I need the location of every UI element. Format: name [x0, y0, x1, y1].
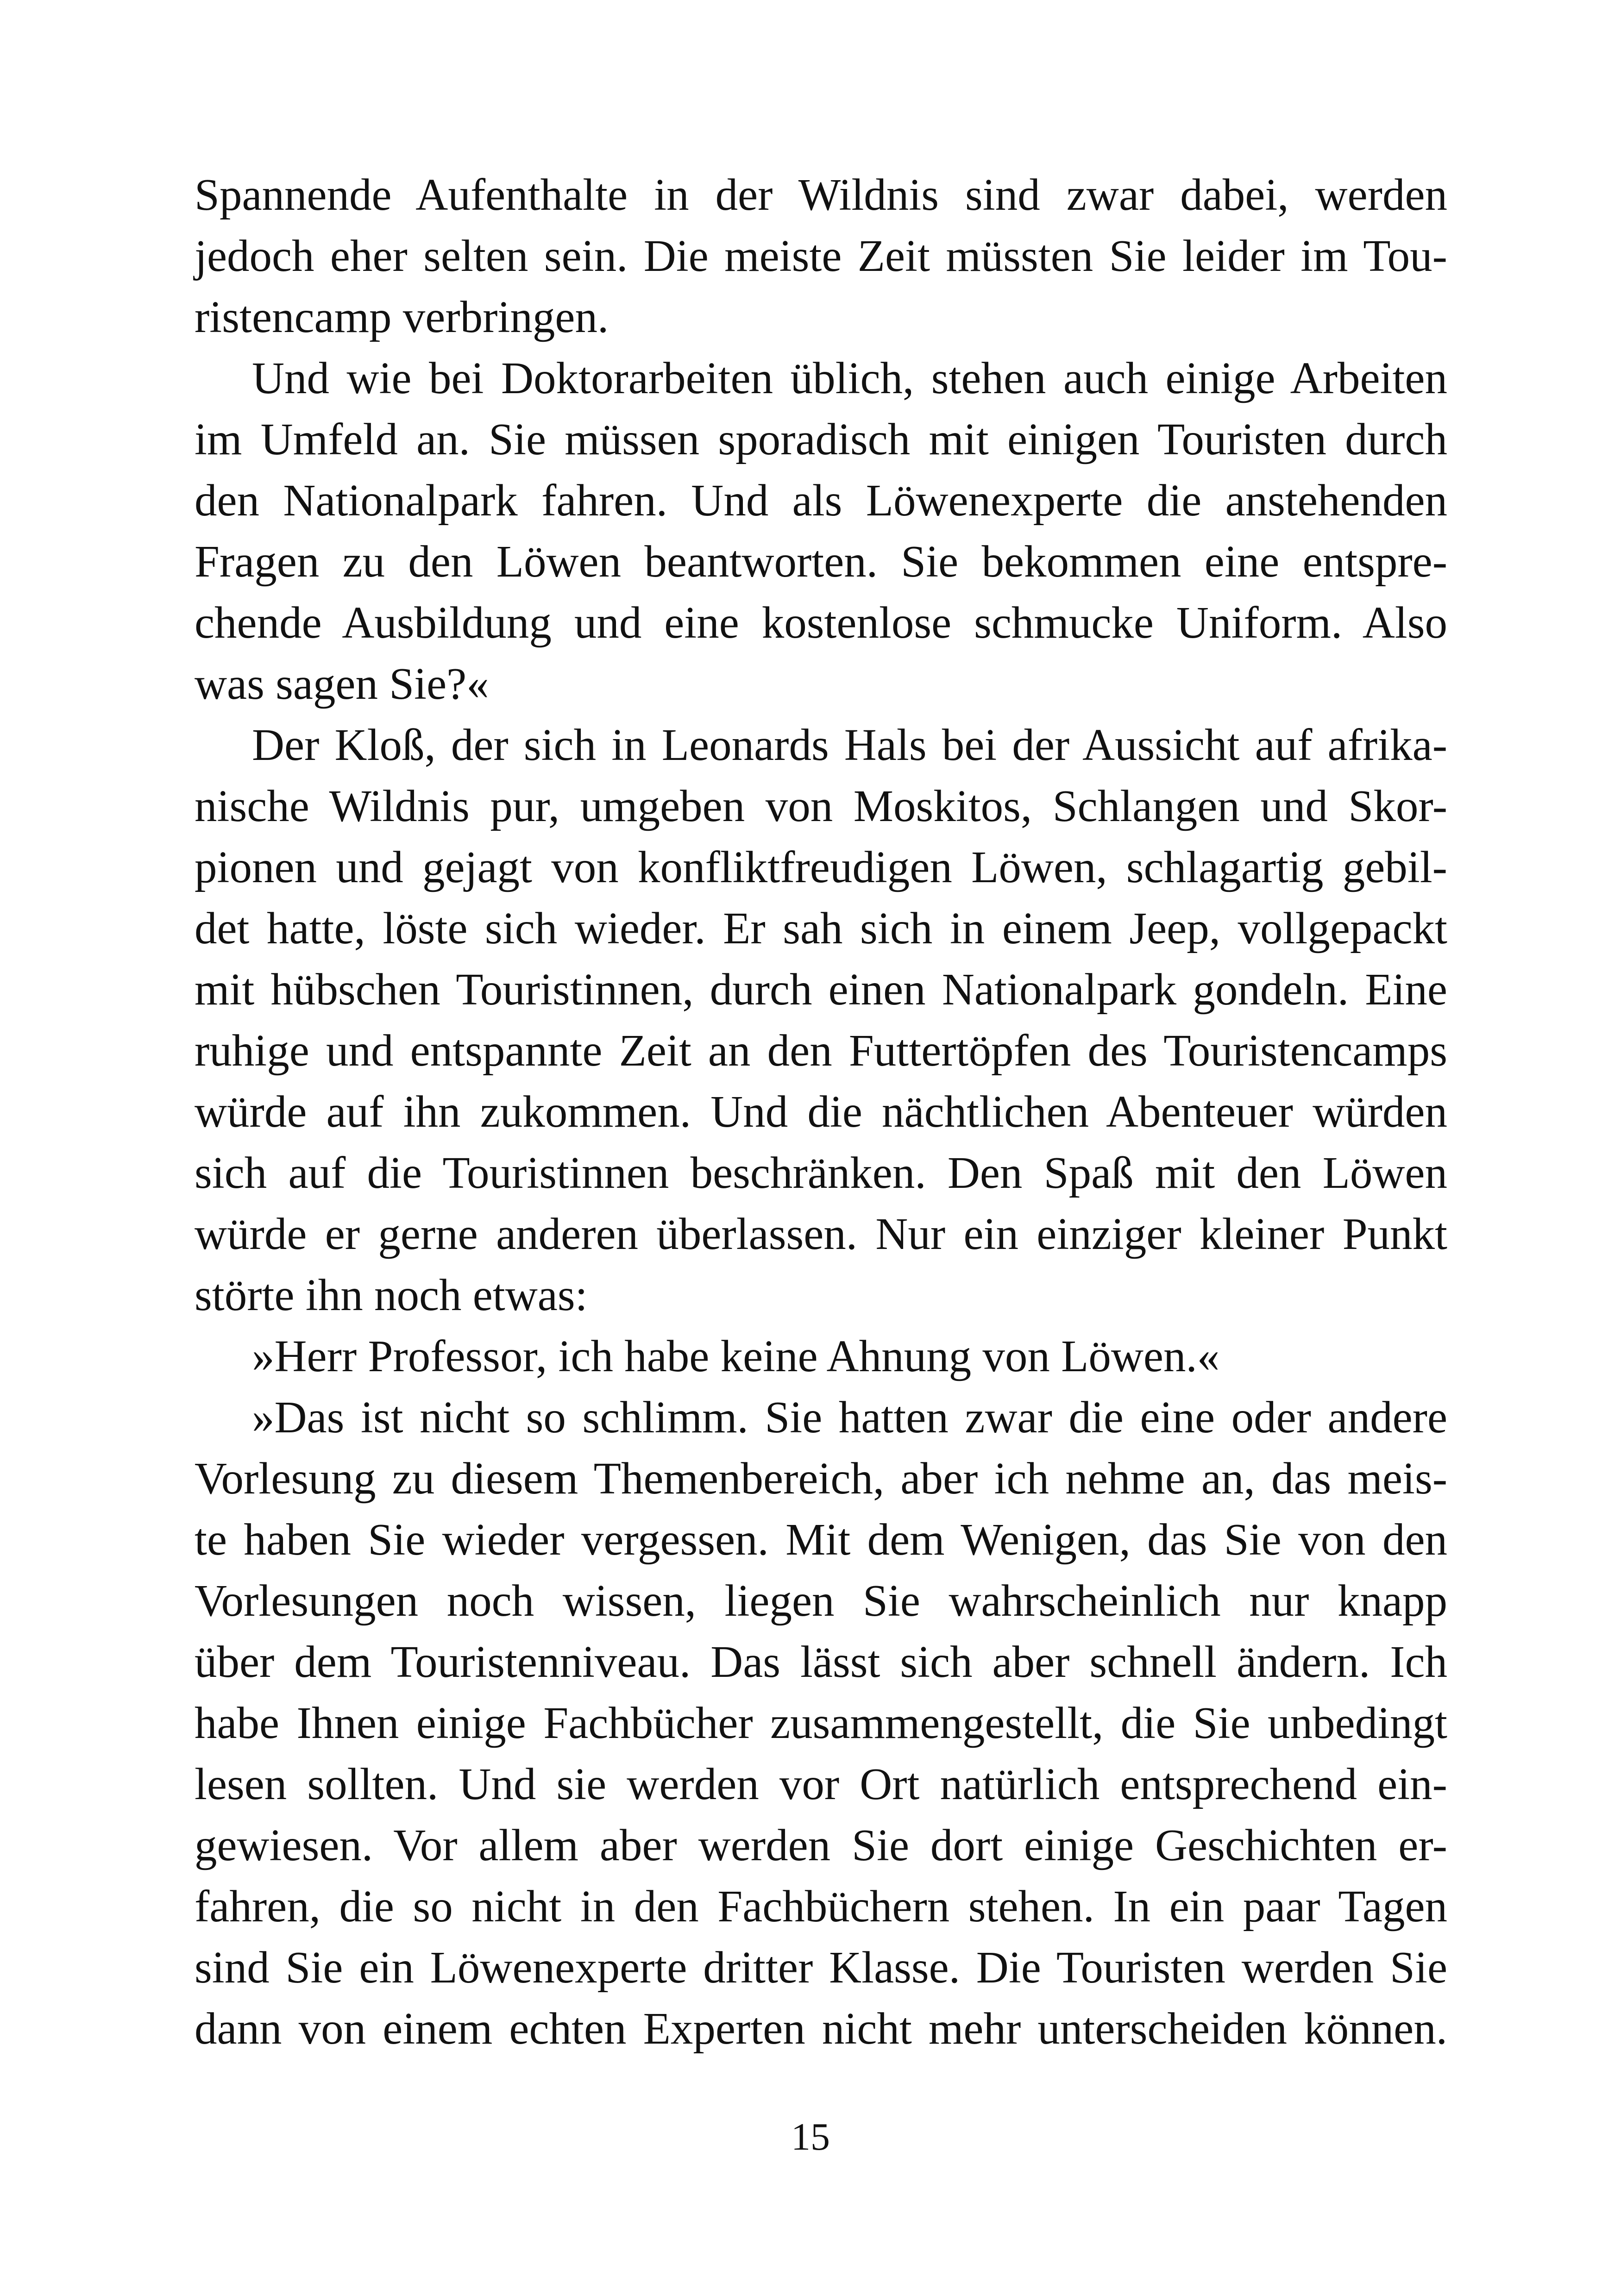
text-line: würde auf ihn zukommen. Und die nächtlichen Abenteuer würden: [195, 1087, 1447, 1136]
text-line: ruhige und entspannte Zeit an den Futtertöpfen des Touristencamps: [195, 1026, 1447, 1075]
text-line: fahren, die so nicht in den Fachbüchern stehen. In ein paar Tagen: [195, 1882, 1447, 1931]
text-line: den Nationalpark fahren. Und als Löwenexperte die anstehenden: [195, 476, 1447, 525]
text-line: störte ihn noch etwas:: [195, 1270, 588, 1320]
text-line: Der Kloß, der sich in Leonards Hals bei der Aussicht auf afrika-: [252, 720, 1447, 770]
text-line: gewiesen. Vor allem aber werden Sie dort einige Geschichten er-: [195, 1820, 1447, 1870]
text-line: det hatte, löste sich wieder. Er sah sich in einem Jeep, vollgepackt: [195, 903, 1447, 953]
text-line: mit hübschen Touristinnen, durch einen Nationalpark gondeln. Eine: [195, 965, 1447, 1014]
body-text: [195, 164, 1447, 2059]
text-line: Vorlesungen noch wissen, liegen Sie wahrscheinlich nur knapp: [195, 1576, 1447, 1625]
text-line: Vorlesung zu diesem Themenbereich, aber ich nehme an, das meis-: [195, 1454, 1447, 1503]
text-line: »Herr Professor, ich habe keine Ahnung von Löwen.«: [252, 1331, 1220, 1381]
text-line: dann von einem echten Experten nicht mehr unterscheiden können.: [195, 2004, 1447, 2053]
text-line: was sagen Sie?«: [195, 659, 489, 709]
text-line: Und wie bei Doktorarbeiten üblich, stehen auch einige Arbeiten: [252, 353, 1447, 403]
text-line: nische Wildnis pur, umgeben von Moskitos, Schlangen und Skor-: [195, 781, 1447, 831]
text-line: über dem Touristenniveau. Das lässt sich aber schnell ändern. Ich: [195, 1637, 1447, 1687]
text-line: pionen und gejagt von konfliktfreudigen Löwen, schlagartig gebil-: [195, 842, 1447, 892]
text-line: sich auf die Touristinnen beschränken. Den Spaß mit den Löwen: [195, 1148, 1447, 1198]
text-line: sind Sie ein Löwenexperte dritter Klasse. Die Touristen werden Sie: [195, 1943, 1447, 1992]
text-line: Spannende Aufenthalte in der Wildnis sind zwar dabei, werden: [195, 170, 1447, 220]
text-line: habe Ihnen einige Fachbücher zusammengestellt, die Sie unbedingt: [195, 1698, 1447, 1748]
text-line: im Umfeld an. Sie müssen sporadisch mit einigen Touristen durch: [195, 414, 1447, 464]
page-number: 15: [791, 2115, 830, 2158]
text-line: te haben Sie wieder vergessen. Mit dem Wenigen, das Sie von den: [195, 1515, 1447, 1564]
text-line: »Das ist nicht so schlimm. Sie hatten zwar die eine oder andere: [252, 1393, 1447, 1442]
text-line: Fragen zu den Löwen beantworten. Sie bekommen eine entspre-: [195, 537, 1447, 586]
text-line: jedoch eher selten sein. Die meiste Zeit müssten Sie leider im Tou-: [195, 231, 1447, 281]
text-line: lesen sollten. Und sie werden vor Ort natürlich entsprechend ein-: [195, 1759, 1447, 1809]
text-line: chende Ausbildung und eine kostenlose schmucke Uniform. Also: [195, 598, 1447, 647]
text-line: würde er gerne anderen überlassen. Nur ein einziger kleiner Punkt: [195, 1209, 1447, 1259]
text-line: ristencamp verbringen.: [195, 292, 609, 342]
